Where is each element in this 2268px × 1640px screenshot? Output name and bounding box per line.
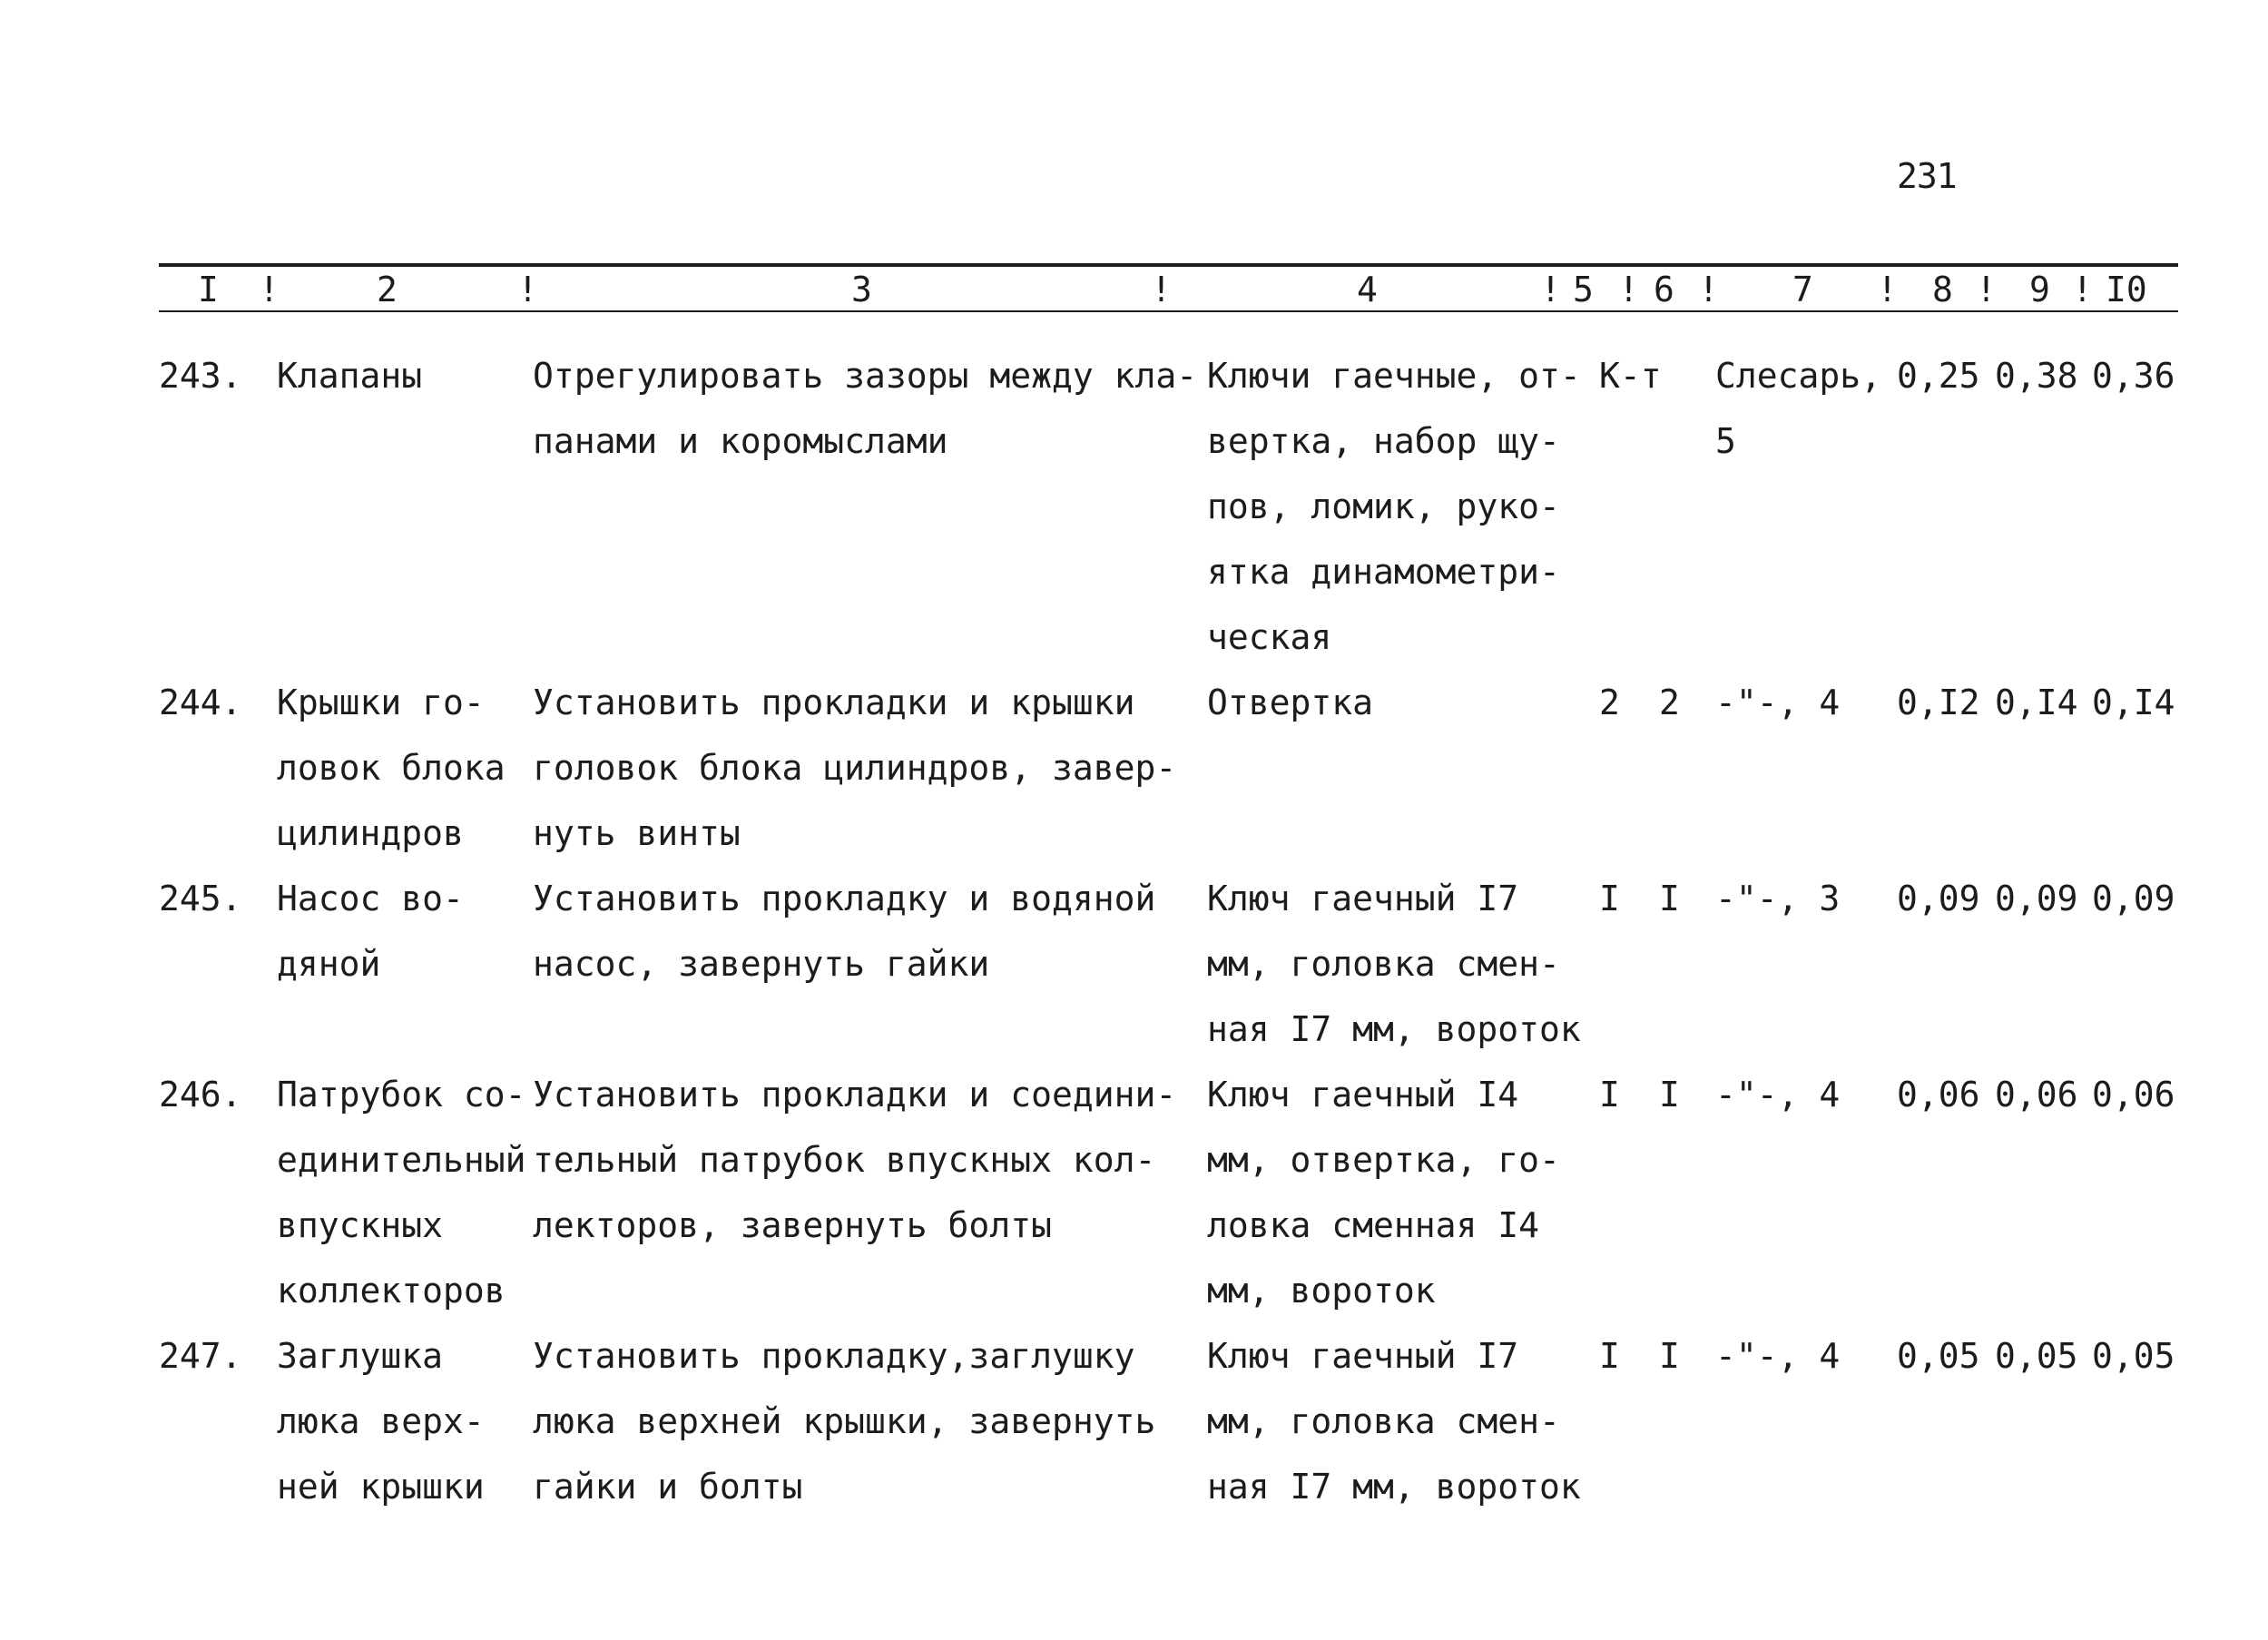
row-col9: 0,09 [1995, 879, 2078, 918]
row-operation: Установить прокладки и крышки [533, 683, 1135, 722]
row-tools: Ключи гаечные, от- [1207, 356, 1581, 396]
row-unit-name: Крышки го- [277, 683, 485, 722]
row-tools: ная I7 мм, вороток [1207, 1009, 1581, 1049]
row-operation: тельный патрубок впускных кол- [533, 1140, 1156, 1180]
row-worker: Слесарь, [1715, 356, 1882, 396]
row-worker: -"-, 4 [1715, 1075, 1841, 1115]
row-unit-name: коллекторов [277, 1271, 506, 1311]
col-header-4: 4 [1357, 270, 1378, 309]
row-tools: вертка, набор щу- [1207, 421, 1560, 461]
row-unit-name: Клапаны [277, 356, 423, 396]
page-number: 231 [1897, 156, 1957, 196]
row-unit-name: Насос во- [277, 879, 464, 918]
col-header-2: 2 [377, 270, 398, 309]
col-header-1: I [198, 270, 219, 309]
row-operation: Установить прокладку и водяной [533, 879, 1156, 918]
row-col10: 0,06 [2092, 1075, 2175, 1115]
row-unit-name: Патрубок со- [277, 1075, 526, 1115]
row-col10: 0,I4 [2092, 683, 2175, 722]
row-col8: 0,09 [1897, 879, 1980, 918]
col-header-6: 6 [1654, 270, 1674, 309]
row-unit-name: впускных [277, 1205, 444, 1245]
row-worker: 5 [1715, 421, 1736, 461]
row-tools: ловка сменная I4 [1207, 1205, 1540, 1245]
row-worker: -"-, 4 [1715, 683, 1841, 722]
row-operation: Установить прокладку,заглушку [533, 1336, 1135, 1376]
col-header-8: 8 [1932, 270, 1953, 309]
row-unit-name: ловок блока [277, 748, 506, 788]
col-separator: ! [1877, 270, 1898, 309]
row-operation: нуть винты [533, 813, 741, 853]
row-col5: 2 [1599, 683, 1620, 722]
row-col9: 0,38 [1995, 356, 2078, 396]
col-header-5: 5 [1573, 270, 1594, 309]
row-col6: 2 [1659, 683, 1680, 722]
col-header-3: 3 [851, 270, 872, 309]
row-operation: лекторов, завернуть болты [533, 1205, 1052, 1245]
col-separator: ! [1618, 270, 1639, 309]
row-col8: 0,I2 [1897, 683, 1980, 722]
row-col8: 0,25 [1897, 356, 1980, 396]
row-operation: головок блока цилиндров, завер- [533, 748, 1177, 788]
row-col6: I [1659, 1336, 1680, 1376]
col-separator: ! [1151, 270, 1172, 309]
row-operation: Установить прокладки и соедини- [533, 1075, 1177, 1115]
row-col9: 0,I4 [1995, 683, 2078, 722]
row-unit-name: цилиндров [277, 813, 464, 853]
row-operation: насос, завернуть гайки [533, 944, 990, 984]
row-number: 243. [159, 356, 242, 396]
row-col5: I [1599, 1075, 1620, 1115]
row-number: 245. [159, 879, 242, 918]
col-separator: ! [1698, 270, 1719, 309]
header-rule-top [159, 263, 2178, 267]
row-tools: Отвертка [1207, 683, 1374, 722]
row-unit-name: люка верх- [277, 1401, 485, 1441]
row-number: 244. [159, 683, 242, 722]
col-separator: ! [1976, 270, 1997, 309]
row-number: 246. [159, 1075, 242, 1115]
row-tools: мм, отвертка, го- [1207, 1140, 1560, 1180]
row-col5: К-т [1599, 356, 1662, 396]
row-col9: 0,06 [1995, 1075, 2078, 1115]
row-col10: 0,36 [2092, 356, 2175, 396]
row-tools: мм, вороток [1207, 1271, 1436, 1311]
row-unit-name: дяной [277, 944, 381, 984]
row-number: 247. [159, 1336, 242, 1376]
row-col6: I [1659, 879, 1680, 918]
col-separator: ! [259, 270, 280, 309]
col-header-7: 7 [1792, 270, 1813, 309]
row-tools: Ключ гаечный I4 [1207, 1075, 1519, 1115]
col-header-10: I0 [2106, 270, 2147, 309]
row-col9: 0,05 [1995, 1336, 2078, 1376]
row-col8: 0,06 [1897, 1075, 1980, 1115]
row-tools: Ключ гаечный I7 [1207, 879, 1519, 918]
row-col5: I [1599, 1336, 1620, 1376]
col-separator: ! [517, 270, 538, 309]
col-header-9: 9 [2029, 270, 2050, 309]
col-separator: ! [1540, 270, 1561, 309]
row-operation: Отрегулировать зазоры между кла- [533, 356, 1198, 396]
row-tools: ная I7 мм, вороток [1207, 1467, 1581, 1507]
row-tools: ческая [1207, 617, 1332, 657]
row-operation: гайки и болты [533, 1467, 803, 1507]
row-col10: 0,09 [2092, 879, 2175, 918]
row-unit-name: Заглушка [277, 1336, 444, 1376]
row-tools: ятка динамометри- [1207, 552, 1560, 592]
row-tools: мм, головка смен- [1207, 944, 1560, 984]
col-separator: ! [2072, 270, 2093, 309]
row-unit-name: ней крышки [277, 1467, 485, 1507]
row-tools: Ключ гаечный I7 [1207, 1336, 1519, 1376]
row-col5: I [1599, 879, 1620, 918]
row-operation: люка верхней крышки, завернуть [533, 1401, 1156, 1441]
row-worker: -"-, 4 [1715, 1336, 1841, 1376]
header-rule-bottom [159, 310, 2178, 312]
row-col8: 0,05 [1897, 1336, 1980, 1376]
row-worker: -"-, 3 [1715, 879, 1841, 918]
row-tools: пов, ломик, руко- [1207, 486, 1560, 526]
row-col10: 0,05 [2092, 1336, 2175, 1376]
row-operation: панами и коромыслами [533, 421, 948, 461]
row-unit-name: единительный [277, 1140, 526, 1180]
row-col6: I [1659, 1075, 1680, 1115]
row-tools: мм, головка смен- [1207, 1401, 1560, 1441]
